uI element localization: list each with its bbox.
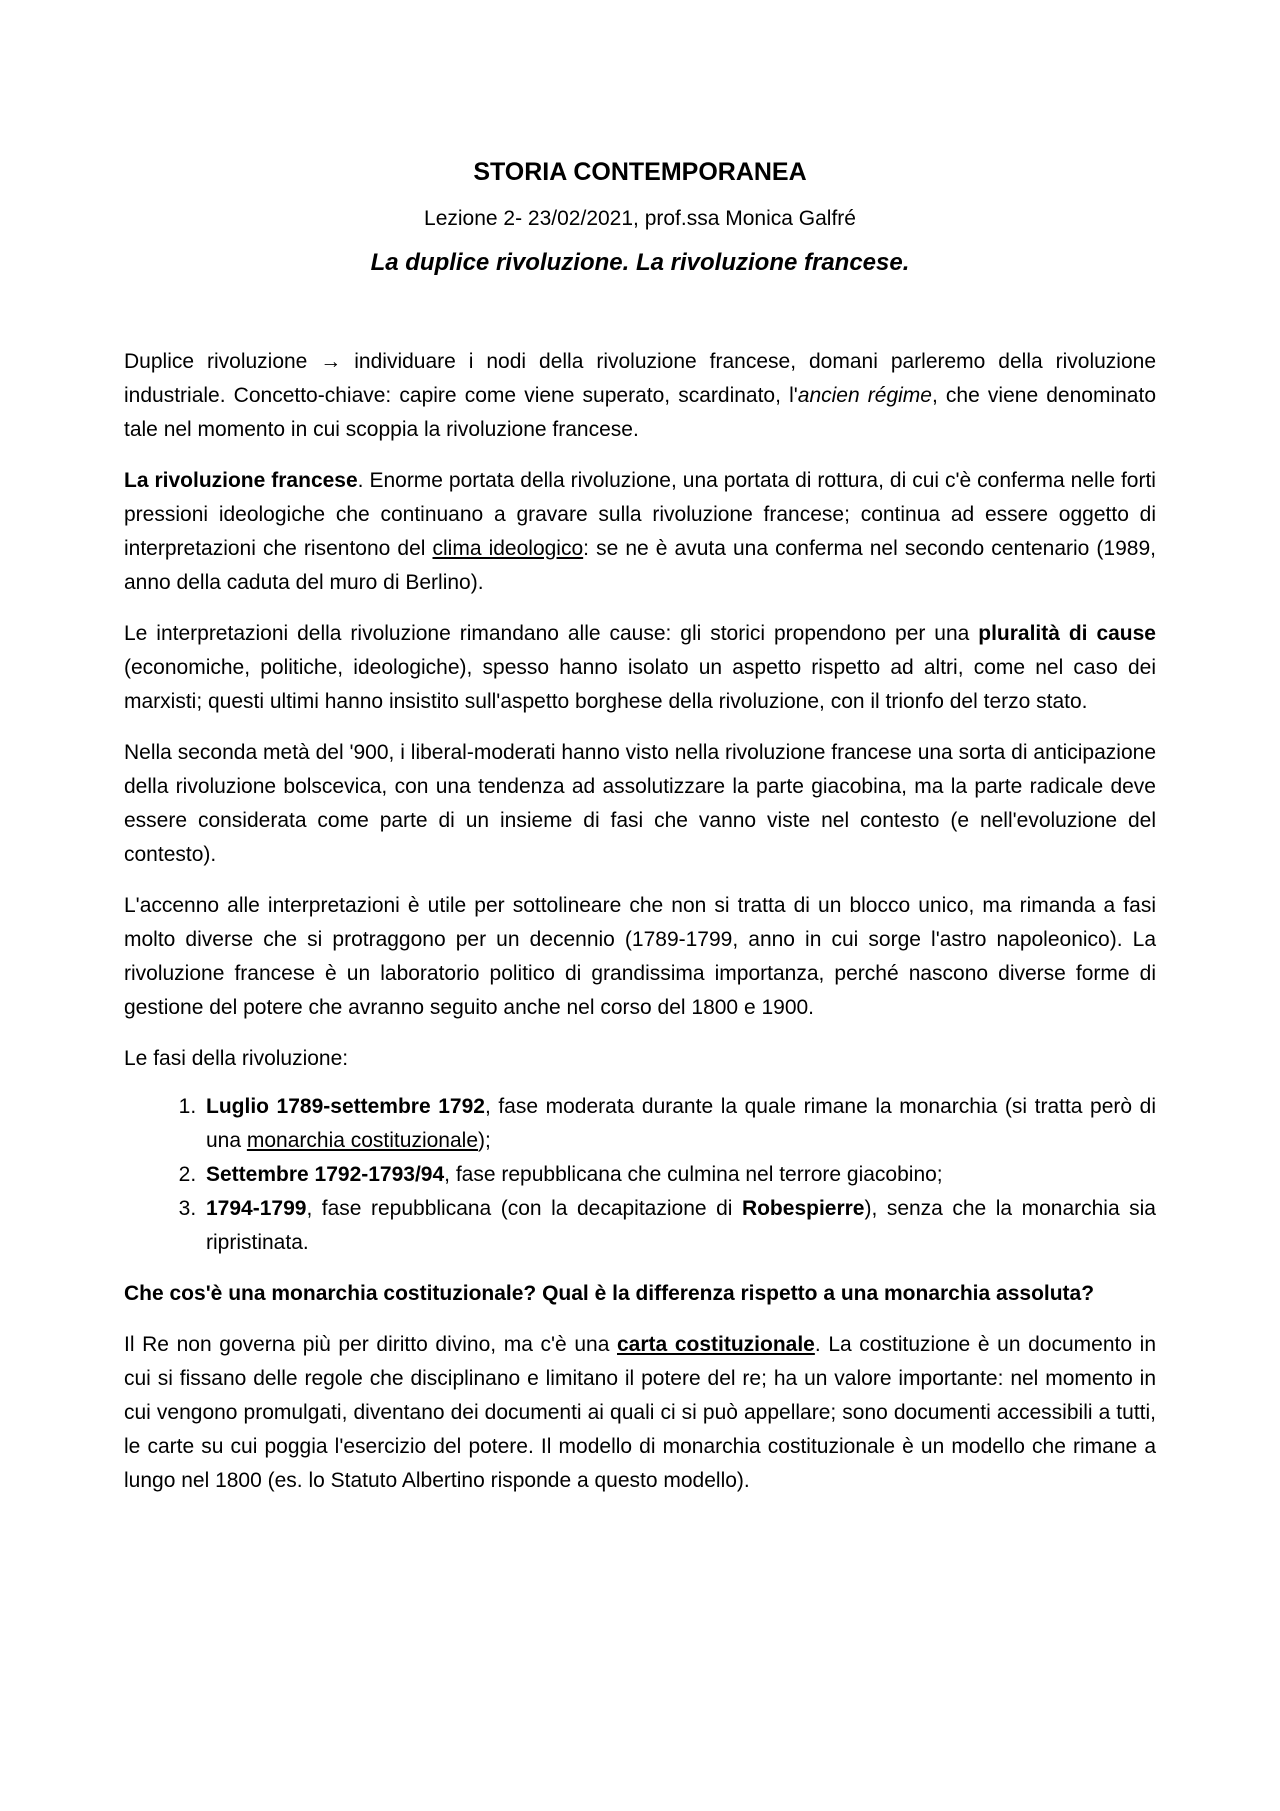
pluralita-di-cause-term: pluralità di cause — [978, 622, 1156, 645]
paragraph-fasi-intro: Le fasi della rivoluzione: — [124, 1047, 349, 1070]
phase-period: Luglio 1789-settembre 1792 — [206, 1095, 485, 1118]
carta-costituzionale-underline: carta costituzionale — [617, 1333, 815, 1356]
paragraph-rivoluzione-francese — [124, 464, 1156, 600]
paragraph-intro-text: Duplice rivoluzione → individuare i nodi della rivoluzione francese, domani parleremo della rivoluzione industriale. Concetto-chiave: capire come viene superato, scardinato, l' — [124, 350, 1156, 407]
robespierre-term: Robespierre — [741, 1197, 865, 1220]
phase-item — [202, 1158, 1156, 1192]
document-heading: La duplice rivoluzione. La rivoluzione francese. — [370, 249, 910, 276]
ancien-regime-term: ancien régime — [797, 384, 932, 407]
phase-item — [202, 1192, 1156, 1260]
paragraph-interpretazioni-text: Le interpretazioni della rivoluzione rimandano alle cause: gli storici propendono per una — [124, 622, 979, 645]
phase-item — [202, 1090, 1156, 1158]
paragraph-rivoluzione-text-end: : se ne è avuta una conferma nel secondo centenario (1989, anno della caduta del muro di Berlino). — [124, 537, 1156, 594]
paragraph-costituzione-text: Il Re non governa più per diritto divino, ma c'è una — [124, 1333, 617, 1356]
paragraph-intro — [124, 345, 1156, 447]
clima-ideologico-term: clima ideologico — [432, 537, 584, 560]
paragraph-accenno: L'accenno alle interpretazioni è utile per sottolineare che non si tratta di un blocco unico, ma rimanda a fasi molto diverse che si protraggono per un decennio (1789-1799, anno in cui sorge l'astro napoleonico). La rivoluzione francese è un laboratorio politico di grandissima importanza, perché nascono diverse forme di gestione del potere che avranno seguito anche nel corso del 1800 e 1900. — [124, 894, 1156, 1019]
paragraph-costituzione-text-end: . La costituzione è un documento in cui si fissano delle regole che disciplinano e limitano il potere del re; ha un valore importante: nel momento in cui vengono promulgati, diventano dei documenti ai quali ci si può appellare; sono documenti accessibili a tutti, le carte su cui poggia l'esercizio del potere. Il modello di monarchia costituzionale è un modello che rimane a lungo nel 1800 (es. lo Statuto Albertino risponde a questo modello). — [124, 1333, 1156, 1492]
phase-period: Settembre 1792-1793/94 — [206, 1163, 445, 1186]
monarchia-costituzionale-term: monarchia costituzionale — [246, 1129, 478, 1152]
document-subtitle: Lezione 2- 23/02/2021, prof.ssa Monica Galfré — [424, 207, 856, 230]
paragraph-costituzione — [124, 1328, 1156, 1498]
phase-text: , fase repubblicana (con la decapitazione di — [306, 1197, 742, 1220]
paragraph-liberal-moderati: Nella seconda metà del '900, i liberal-moderati hanno visto nella rivoluzione francese una sorta di anticipazione della rivoluzione bolscevica, con una tendenza ad assolutizzare la parte giacobina, ma la parte radicale deve essere considerata come parte di un insieme di fasi che vanno viste nel contesto (e nell'evoluzione del contesto). — [124, 741, 1156, 866]
document-title: STORIA CONTEMPORANEA — [473, 158, 807, 186]
phase-period: 1794-1799 — [206, 1197, 307, 1220]
phase-text: , fase moderata durante la quale rimane la monarchia (si tratta però di una — [206, 1095, 1156, 1152]
carta-costituzionale-term — [617, 1333, 815, 1356]
phase-text-end: ), senza che la monarchia sia ripristinata. — [206, 1197, 1156, 1254]
paragraph-intro-text-end: , che viene denominato tale nel momento in cui scoppia la rivoluzione francese. — [124, 384, 1157, 441]
phases-list — [124, 1090, 1156, 1260]
phase-text-end: ); — [478, 1129, 491, 1152]
question-heading: Che cos'è una monarchia costituzionale? Qual è la differenza rispetto a una monarchia assoluta? — [124, 1282, 1095, 1305]
paragraph-rivoluzione-text: . Enorme portata della rivoluzione, una portata di rottura, di cui c'è conferma nelle forti pressioni ideologiche che continuano a gravare sulla rivoluzione francese; continua ad essere oggetto di interpretazioni che risentono del — [124, 469, 1156, 560]
rivoluzione-francese-term: La rivoluzione francese — [124, 469, 358, 492]
phase-text: , fase repubblicana che culmina nel terrore giacobino; — [444, 1163, 943, 1186]
paragraph-interpretazioni — [124, 617, 1156, 719]
paragraph-interpretazioni-text-end: (economiche, politiche, ideologiche), spesso hanno isolato un aspetto rispetto ad altri, come nel caso dei marxisti; questi ultimi hanno insistito sull'aspetto borghese della rivoluzione, con il trionfo del terzo stato. — [124, 656, 1156, 713]
